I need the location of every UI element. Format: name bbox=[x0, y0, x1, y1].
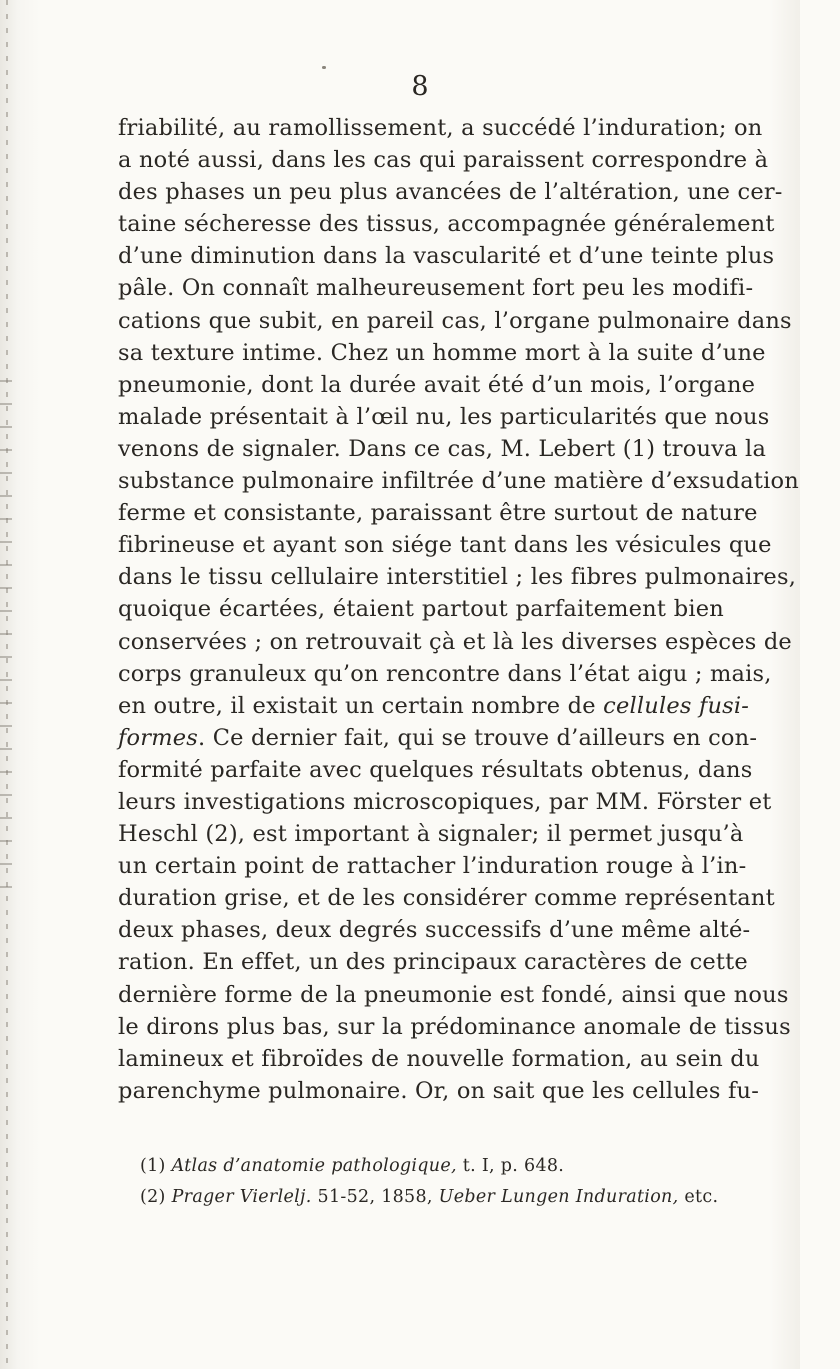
text-line: a noté aussi, dans les cas qui paraissent correspondre à bbox=[118, 147, 769, 174]
text-line: parenchyme pulmonaire. Or, on sait que les cellules fu- bbox=[118, 1077, 760, 1104]
text-line: conservées ; on retrouvait çà et là les diverses espèces de bbox=[118, 628, 792, 655]
text-line: quoique écartées, étaient partout parfaitement bien bbox=[118, 596, 724, 623]
footnote-reference: 51-52, 1858, bbox=[317, 1187, 433, 1207]
text-segment: . Ce dernier fait, qui se trouve d’ailleurs en con- bbox=[198, 724, 758, 751]
text-line: venons de signaler. Dans ce cas, M. Lebert (1) trouva la bbox=[118, 435, 767, 462]
italic-term: formes bbox=[118, 724, 199, 751]
text-line: taine sécheresse des tissus, accompagnée généralement bbox=[118, 211, 775, 238]
text-line: ration. En effet, un des principaux caractères de cette bbox=[118, 949, 748, 976]
text-segment: en outre, il existait un certain nombre de bbox=[118, 692, 596, 719]
text-line: sa texture intime. Chez un homme mort à la suite d’une bbox=[118, 339, 766, 366]
binding-stitch-marks bbox=[0, 380, 12, 900]
footnote-reference: t. I, p. 648. bbox=[462, 1156, 565, 1176]
text-line-with-italic bbox=[118, 690, 750, 722]
text-line: deux phases, deux degrés successifs d’une même alté- bbox=[118, 917, 751, 944]
footnotes bbox=[140, 1151, 740, 1213]
text-line: duration grise, et de les considérer comme représentant bbox=[118, 885, 775, 912]
text-line: d’une diminution dans la vascularité et d’une teinte plus bbox=[118, 243, 775, 270]
text-line: lamineux et fibroïdes de nouvelle formation, au sein du bbox=[118, 1045, 760, 1072]
footnote-title: Atlas d’anatomie pathologique, bbox=[171, 1156, 457, 1176]
text-line: Heschl (2), est important à signaler; il permet jusqu’à bbox=[118, 821, 744, 848]
text-line: cations que subit, en pareil cas, l’organe pulmonaire dans bbox=[118, 307, 792, 334]
text-line: malade présentait à l’œil nu, les particularités que nous bbox=[118, 403, 770, 430]
page-number: 8 bbox=[411, 71, 429, 102]
text-line: corps granuleux qu’on rencontre dans l’état aigu ; mais, bbox=[118, 660, 772, 687]
text-line: dernière forme de la pneumonie est fondé, ainsi que nous bbox=[118, 981, 789, 1008]
italic-term: cellules fusi- bbox=[603, 692, 750, 719]
text-line: ferme et consistante, paraissant être surtout de nature bbox=[118, 500, 758, 527]
footnote-title: Prager Vierlelj. bbox=[171, 1187, 312, 1207]
body-text bbox=[118, 112, 799, 1107]
footnote-2 bbox=[140, 1182, 740, 1213]
text-line: formité parfaite avec quelques résultats obtenus, dans bbox=[118, 756, 753, 783]
text-line: fibrineuse et ayant son siége tant dans les vésicules que bbox=[118, 532, 772, 559]
text-line: dans le tissu cellulaire interstitiel ; les fibres pulmonaires, bbox=[118, 564, 797, 591]
text-line: des phases un peu plus avancées de l’altération, une cer- bbox=[118, 179, 783, 206]
text-line: substance pulmonaire infiltrée d’une matière d’exsudation bbox=[118, 468, 799, 495]
footnote-marker: (1) bbox=[140, 1156, 166, 1176]
footnote-article-title: Ueber Lungen Induration, bbox=[438, 1187, 679, 1207]
text-line: leurs investigations microscopiques, par MM. Förster et bbox=[118, 788, 772, 815]
text-line: un certain point de rattacher l’induration rouge à l’in- bbox=[118, 853, 747, 880]
footnote-1 bbox=[140, 1151, 740, 1182]
text-line: le dirons plus bas, sur la prédominance anomale de tissus bbox=[118, 1013, 791, 1040]
footnote-reference-end: etc. bbox=[684, 1187, 719, 1207]
text-line: pâle. On connaît malheureusement fort peu les modifi- bbox=[118, 275, 754, 302]
text-line: friabilité, au ramollissement, a succédé l’induration; on bbox=[118, 115, 763, 141]
ink-speck bbox=[322, 66, 326, 69]
text-line: pneumonie, dont la durée avait été d’un mois, l’organe bbox=[118, 371, 756, 398]
text-line-with-italic bbox=[118, 722, 758, 754]
footnote-marker: (2) bbox=[140, 1187, 166, 1207]
